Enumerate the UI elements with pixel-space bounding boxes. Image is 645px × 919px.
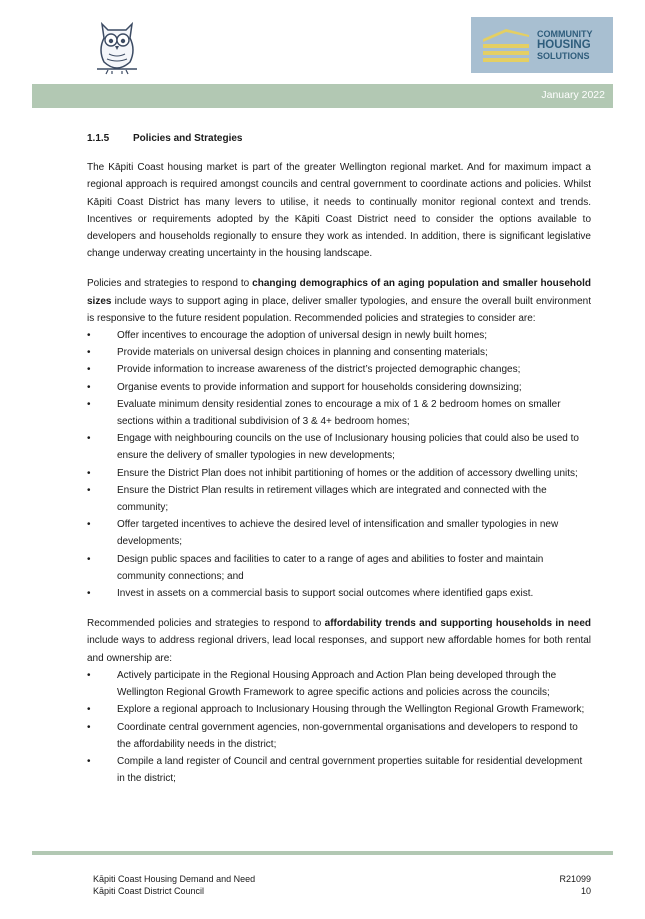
affordability-bullet-list (87, 667, 591, 787)
logo-line-3: SOLUTIONS (537, 51, 590, 61)
list-item-text: Coordinate central government agencies, non-governmental organisations and developers to respond to the affordability needs in the district; (117, 721, 578, 750)
bullet-icon: • (87, 484, 91, 496)
list-item-text: Design public spaces and facilities to cater to a range of ages and abilities to foster and maintain community connections; and (117, 553, 544, 582)
list-item (87, 482, 591, 516)
section-heading (87, 130, 591, 147)
list-item-text: Actively participate in the Regional Housing Approach and Action Plan being developed through the Wellington Regional Growth Framework to agree specific actions and policies across the councils; (117, 669, 557, 699)
list-item-text: Ensure the District Plan does not inhibit partitioning of homes or the addition of accessory dwelling units; (117, 467, 578, 479)
para3-text-bold: affordability trends and supporting households in need (324, 618, 591, 630)
footer-page-number: 10 (580, 886, 591, 896)
bullet-icon: • (87, 755, 91, 767)
house-bars-icon (481, 27, 531, 63)
list-item (87, 667, 591, 701)
community-housing-solutions-logo (471, 17, 613, 73)
footer-doc-title: Kāpiti Coast Housing Demand and Need (93, 874, 256, 884)
footer-rule (32, 851, 613, 855)
list-item (87, 516, 591, 550)
para2-text-bold: changing demographics of an aging population and smaller household sizes (87, 278, 591, 307)
document-body (87, 130, 591, 800)
list-item-text: Offer incentives to encourage the adoption of universal design in newly built homes; (117, 330, 488, 342)
section-title: Policies and Strategies (133, 133, 243, 144)
list-item (87, 361, 591, 378)
list-item (87, 585, 591, 602)
bullet-icon: • (87, 721, 91, 733)
bullet-icon: • (87, 467, 91, 479)
list-item-text: Explore a regional approach to Inclusionary Housing through the Wellington Regional Growth Framework; (117, 704, 585, 716)
section-number: 1.1.5 (87, 133, 110, 144)
bullet-icon: • (87, 347, 91, 359)
list-item-text: Organise events to provide information and support for households considering downsizing; (117, 381, 522, 393)
paragraph-affordability (87, 615, 591, 667)
para2-text-pre: Policies and strategies to respond to (87, 278, 253, 290)
bullet-icon: • (87, 588, 91, 600)
paragraph-demographics (87, 275, 591, 327)
list-item-text: Ensure the District Plan results in retirement villages which are integrated and connected with the community; (117, 484, 547, 514)
list-item (87, 327, 591, 344)
list-item (87, 753, 591, 787)
para2-text-post: include ways to support aging in place, deliver smaller typologies, and ensure the overall built environment is responsive to the future resident population. Recommended policies and strategies to consider are: (87, 295, 591, 324)
list-item (87, 430, 591, 464)
logo-line-1: COMMUNITY (537, 29, 593, 39)
footer-ref: R21099 (559, 874, 591, 884)
header-band (32, 84, 613, 108)
owl-logo-icon (92, 16, 142, 76)
list-item-text: Evaluate minimum density residential zones to encourage a mix of 1 & 2 bedroom homes on smaller sections within a traditional subdivision of 3 & 4+ bedroom homes; (117, 398, 561, 428)
paragraph-regional-context: The Kāpiti Coast housing market is part of the greater Wellington regional market. And for maximum impact a regional approach is required amongst councils and central government to coordinate actions and policies. Whilst Kāpiti Coast District has many levers to utilise, it needs to continually monitor regional context and trends. Incentives or requirements adopted by the Kāpiti Coast District need to consider the options available to developers and households regionally to ensure they work as intended. In addition, there is significant legislative change underway creating uncertainty in the housing landscape. (87, 162, 591, 260)
list-item (87, 551, 591, 585)
list-item-text: Provide materials on universal design choices in planning and consenting materials; (117, 347, 488, 359)
list-item (87, 379, 591, 396)
bullet-icon: • (87, 553, 91, 565)
bullet-icon: • (87, 433, 91, 445)
bullet-icon: • (87, 364, 91, 376)
list-item (87, 344, 591, 361)
list-item-text: Invest in assets on a commercial basis to support social outcomes where identified gaps exist. (117, 588, 534, 600)
footer-client: Kāpiti Coast District Council (93, 886, 205, 896)
bullet-icon: • (87, 669, 91, 681)
logo-line-2: HOUSING (537, 39, 591, 51)
list-item-text: Offer targeted incentives to achieve the desired level of intensification and smaller typologies in new developments; (117, 519, 559, 548)
demographics-bullet-list (87, 327, 591, 602)
bullet-icon: • (87, 704, 91, 716)
list-item-text: Provide information to increase awareness of the district’s projected demographic changes; (117, 364, 521, 376)
list-item (87, 396, 591, 430)
bullet-icon: • (87, 398, 91, 410)
bullet-icon: • (87, 330, 91, 342)
bullet-icon: • (87, 519, 91, 531)
list-item-text: Engage with neighbouring councils on the use of Inclusionary housing policies that could also be used to ensure the delivery of smaller typologies in new developments; (117, 433, 579, 462)
para3-text-pre: Recommended policies and strategies to respond to (87, 618, 325, 630)
page-footer (93, 873, 591, 897)
bullet-icon: • (87, 381, 91, 393)
list-item (87, 701, 591, 718)
list-item-text: Compile a land register of Council and central government properties suitable for residential development in the district; (117, 755, 583, 785)
para3-text-post: include ways to address regional drivers, lead local responses, and support new affordable homes for both rental and ownership are: (87, 635, 591, 664)
list-item (87, 465, 591, 482)
header-date: January 2022 (541, 89, 605, 101)
list-item (87, 719, 591, 753)
